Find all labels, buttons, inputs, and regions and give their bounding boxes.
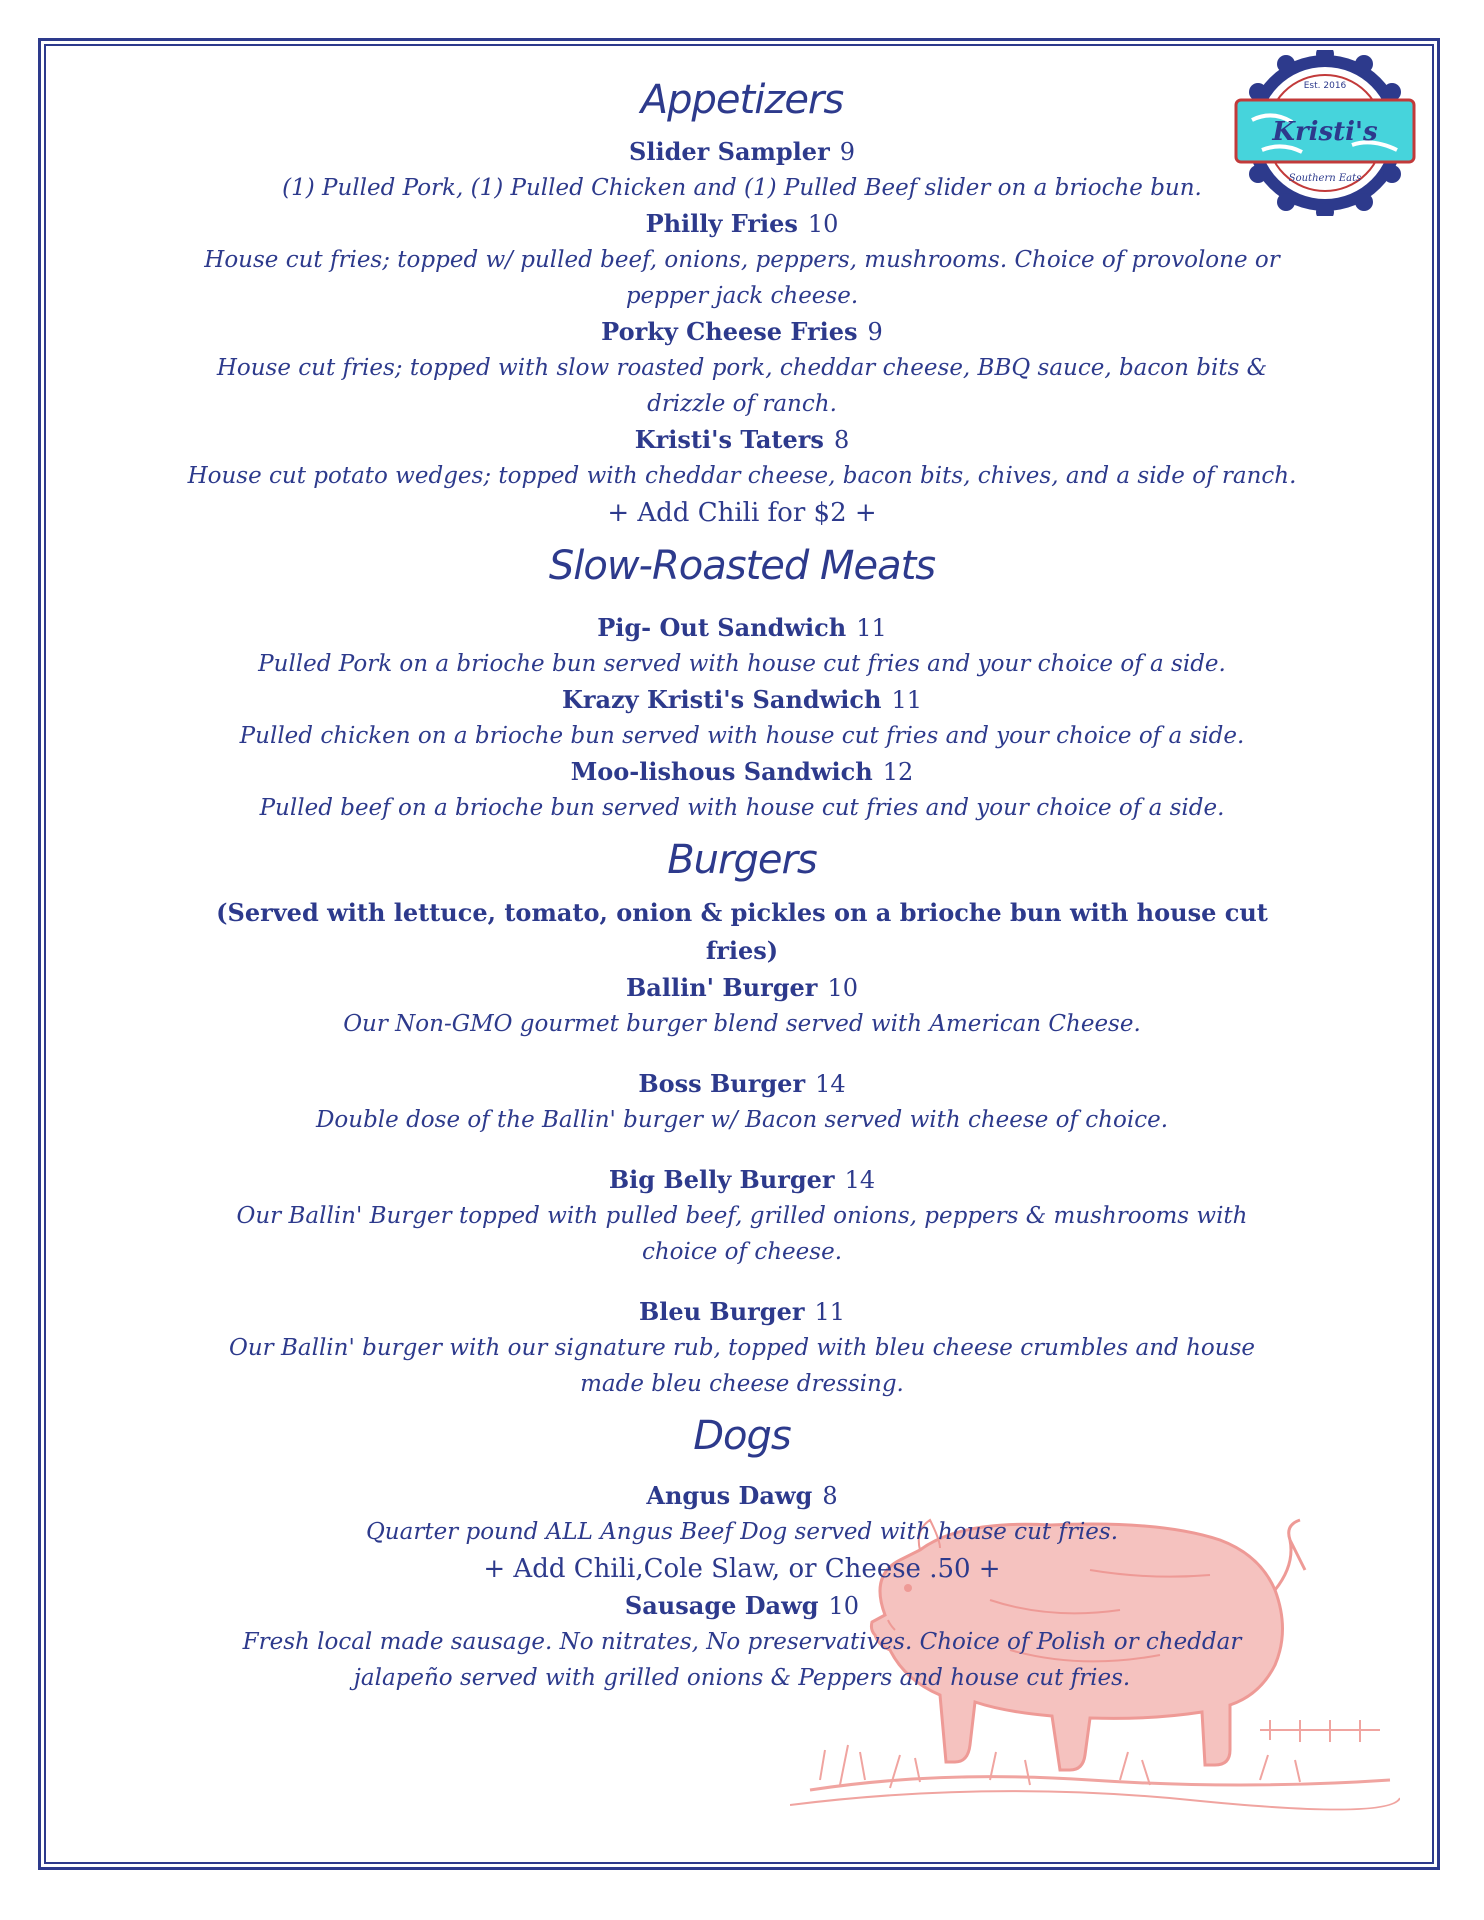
menu-item-description: House cut fries; topped with slow roasted pork, cheddar cheese, BBQ sauce, bacon bits & drizzle of ranch. <box>216 355 1268 417</box>
menu-item-description: Our Ballin' Burger topped with pulled beef, grilled onions, peppers & mushrooms with choice of cheese. <box>236 1203 1248 1265</box>
section-title-appetizers: Appetizers <box>640 77 844 123</box>
menu-item-price: 11 <box>814 1298 846 1326</box>
menu-item-price: 14 <box>815 1070 846 1098</box>
menu-item-name: Kristi's Taters 8 <box>634 425 850 454</box>
logo-tagline-text: Southern Eats <box>1288 173 1362 184</box>
menu-item-price: 10 <box>807 210 839 238</box>
addon-note: + Add Chili for $2 + <box>607 498 877 528</box>
menu-item-price: 9 <box>839 138 855 166</box>
menu-item-name: Moo-lishous Sandwich 12 <box>570 757 914 786</box>
menu-item-description: Our Ballin' burger with our signature rub, topped with bleu cheese crumbles and house made bleu cheese dressing. <box>229 1335 1255 1397</box>
menu-item-description: Our Non-GMO gourmet burger blend served with American Cheese. <box>343 1011 1141 1037</box>
menu-item-price: 12 <box>882 758 914 786</box>
menu-item-description: Pulled beef on a brioche bun served with house cut fries and your choice of a side. <box>259 795 1225 821</box>
menu-item-name: Big Belly Burger 14 <box>608 1165 876 1194</box>
section-title-burgers: Burgers <box>667 837 817 883</box>
menu-item-name: Angus Dawg 8 <box>646 1481 838 1510</box>
menu-item-name: Philly Fries 10 <box>645 209 839 238</box>
addon-note: + Add Chili,Cole Slaw, or Cheese .50 + <box>483 1554 1001 1584</box>
menu-item-name: Bleu Burger 11 <box>638 1297 846 1326</box>
menu-item-description: Pulled Pork on a brioche bun served with house cut fries and your choice of a side. <box>258 651 1226 677</box>
menu-item-description: Double dose of the Ballin' burger w/ Bacon served with cheese of choice. <box>315 1107 1169 1133</box>
menu-item-price: 11 <box>856 614 887 642</box>
menu-item-price: 10 <box>827 974 858 1002</box>
menu-item-price: 8 <box>833 426 850 454</box>
burgers-served-note: (Served with lettuce, tomato, onion & pickles on a brioche bun with house cut fries) <box>216 898 1268 965</box>
section-title-dogs: Dogs <box>693 1413 791 1459</box>
menu-item-price: 14 <box>844 1166 876 1194</box>
menu-item-description: House cut potato wedges; topped with cheddar cheese, bacon bits, chives, and a side of ranch. <box>187 463 1297 489</box>
menu-item-price: 8 <box>822 1482 838 1510</box>
section-title-meats: Slow-Roasted Meats <box>548 543 936 589</box>
logo-established-text: Est. 2016 <box>1303 81 1347 91</box>
menu-item-name: Boss Burger 14 <box>638 1069 846 1098</box>
menu-item-description: (1) Pulled Pork, (1) Pulled Chicken and (1) Pulled Beef slider on a brioche bun. <box>282 175 1202 201</box>
logo-brand-text: Kristi's <box>1272 117 1378 147</box>
menu-content <box>180 66 1304 1696</box>
menu-item-name: Krazy Kristi's Sandwich 11 <box>561 685 923 714</box>
menu-item-description: Pulled chicken on a brioche bun served with house cut fries and your choice of a side. <box>239 723 1245 749</box>
menu-item-name: Slider Sampler 9 <box>629 137 855 166</box>
menu-item-description: Quarter pound ALL Angus Beef Dog served with house cut fries. <box>365 1519 1119 1545</box>
menu-item-price: 11 <box>891 686 923 714</box>
menu-item-price: 9 <box>867 318 883 346</box>
menu-item-description: Fresh local made sausage. No nitrates, No preservatives. Choice of Polish or cheddar jalapeño served with grilled onions & Peppers and house cut fries. <box>242 1629 1242 1691</box>
menu-item-name: Sausage Dawg 10 <box>624 1591 860 1620</box>
menu-item-description: House cut fries; topped w/ pulled beef, onions, peppers, mushrooms. Choice of provolone or pepper jack cheese. <box>204 247 1280 309</box>
menu-item-name: Porky Cheese Fries 9 <box>601 317 883 346</box>
menu-item-price: 10 <box>828 1592 860 1620</box>
menu-item-name: Pig- Out Sandwich 11 <box>597 613 887 642</box>
menu-item-name: Ballin' Burger 10 <box>626 973 858 1002</box>
